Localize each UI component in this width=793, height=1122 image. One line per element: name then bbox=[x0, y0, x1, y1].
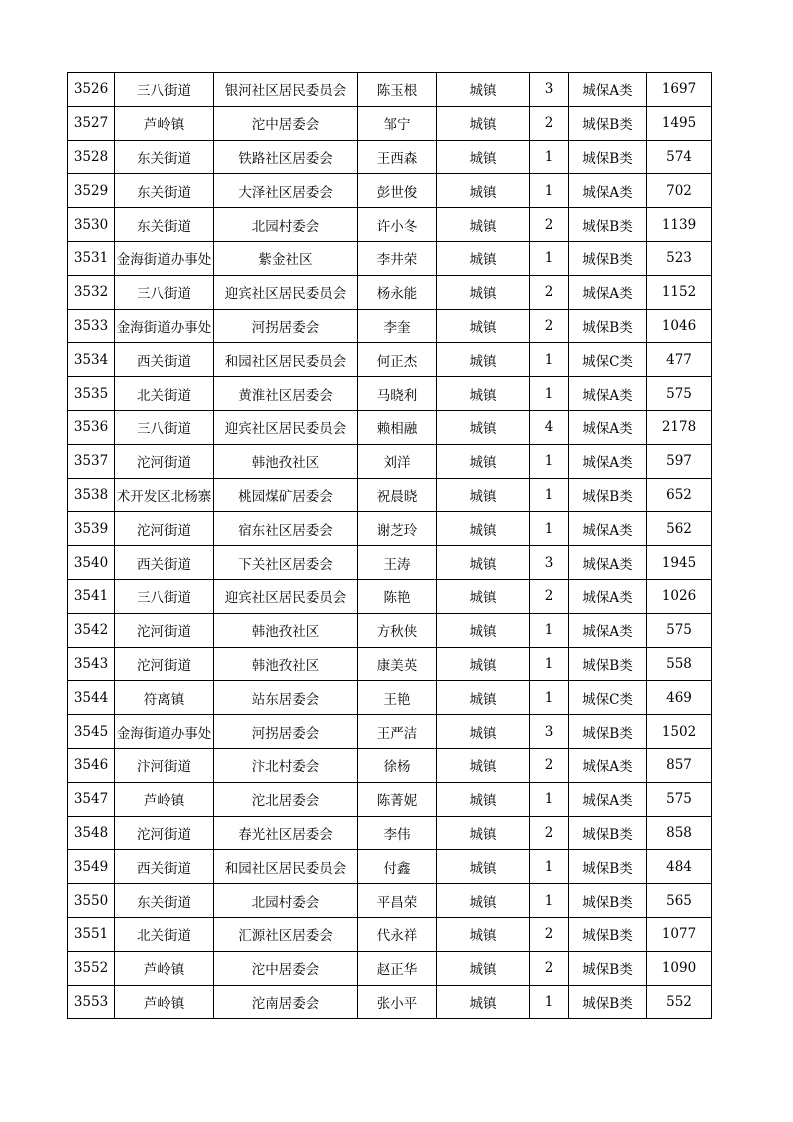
table-row bbox=[68, 579, 712, 613]
table-row bbox=[68, 208, 712, 242]
community-cell: 韩池孜社区 bbox=[214, 647, 358, 681]
street-cell: 西关街道 bbox=[115, 546, 214, 580]
table-row bbox=[68, 816, 712, 850]
record-id-cell: 3548 bbox=[68, 816, 115, 850]
category-cell: 城保B类 bbox=[569, 106, 647, 140]
person-name-cell: 李井荣 bbox=[358, 241, 437, 275]
amount-cell: 477 bbox=[647, 343, 712, 377]
household-count-cell: 1 bbox=[530, 782, 569, 816]
area-type-cell: 城镇 bbox=[437, 917, 530, 951]
category-cell: 城保B类 bbox=[569, 884, 647, 918]
amount-cell: 1495 bbox=[647, 106, 712, 140]
table-row bbox=[68, 985, 712, 1019]
record-id-cell: 3545 bbox=[68, 715, 115, 749]
community-cell: 沱中居委会 bbox=[214, 951, 358, 985]
amount-cell: 484 bbox=[647, 850, 712, 884]
household-count-cell: 4 bbox=[530, 410, 569, 444]
person-name-cell: 彭世俊 bbox=[358, 174, 437, 208]
street-cell: 北关街道 bbox=[115, 917, 214, 951]
community-cell: 宿东社区居委会 bbox=[214, 512, 358, 546]
table-row bbox=[68, 512, 712, 546]
amount-cell: 558 bbox=[647, 647, 712, 681]
area-type-cell: 城镇 bbox=[437, 715, 530, 749]
community-cell: 韩池孜社区 bbox=[214, 444, 358, 478]
record-id-cell: 3532 bbox=[68, 275, 115, 309]
community-cell: 银河社区居民委员会 bbox=[214, 73, 358, 107]
record-id-cell: 3531 bbox=[68, 241, 115, 275]
person-name-cell: 陈艳 bbox=[358, 579, 437, 613]
street-cell: 符离镇 bbox=[115, 681, 214, 715]
area-type-cell: 城镇 bbox=[437, 478, 530, 512]
amount-cell: 575 bbox=[647, 782, 712, 816]
community-cell: 迎宾社区居民委员会 bbox=[214, 275, 358, 309]
amount-cell: 1077 bbox=[647, 917, 712, 951]
area-type-cell: 城镇 bbox=[437, 512, 530, 546]
household-count-cell: 1 bbox=[530, 241, 569, 275]
category-cell: 城保A类 bbox=[569, 613, 647, 647]
table-row bbox=[68, 647, 712, 681]
person-name-cell: 祝晨晓 bbox=[358, 478, 437, 512]
area-type-cell: 城镇 bbox=[437, 174, 530, 208]
amount-cell: 1046 bbox=[647, 309, 712, 343]
person-name-cell: 王严洁 bbox=[358, 715, 437, 749]
record-id-cell: 3549 bbox=[68, 850, 115, 884]
household-count-cell: 1 bbox=[530, 985, 569, 1019]
street-cell: 汴河街道 bbox=[115, 748, 214, 782]
amount-cell: 565 bbox=[647, 884, 712, 918]
person-name-cell: 张小平 bbox=[358, 985, 437, 1019]
street-cell: 三八街道 bbox=[115, 73, 214, 107]
amount-cell: 469 bbox=[647, 681, 712, 715]
record-id-cell: 3527 bbox=[68, 106, 115, 140]
amount-cell: 1152 bbox=[647, 275, 712, 309]
category-cell: 城保B类 bbox=[569, 816, 647, 850]
area-type-cell: 城镇 bbox=[437, 546, 530, 580]
category-cell: 城保A类 bbox=[569, 546, 647, 580]
amount-cell: 1945 bbox=[647, 546, 712, 580]
street-cell: 沱河街道 bbox=[115, 816, 214, 850]
category-cell: 城保B类 bbox=[569, 140, 647, 174]
area-type-cell: 城镇 bbox=[437, 613, 530, 647]
table-row bbox=[68, 73, 712, 107]
area-type-cell: 城镇 bbox=[437, 782, 530, 816]
household-count-cell: 2 bbox=[530, 951, 569, 985]
area-type-cell: 城镇 bbox=[437, 579, 530, 613]
amount-cell: 1026 bbox=[647, 579, 712, 613]
community-cell: 紫金社区 bbox=[214, 241, 358, 275]
table-row bbox=[68, 613, 712, 647]
category-cell: 城保A类 bbox=[569, 782, 647, 816]
community-cell: 汴北村委会 bbox=[214, 748, 358, 782]
household-count-cell: 1 bbox=[530, 444, 569, 478]
community-cell: 河拐居委会 bbox=[214, 715, 358, 749]
table-row bbox=[68, 309, 712, 343]
household-count-cell: 1 bbox=[530, 343, 569, 377]
community-cell: 黄淮社区居委会 bbox=[214, 377, 358, 411]
street-cell: 三八街道 bbox=[115, 275, 214, 309]
record-id-cell: 3533 bbox=[68, 309, 115, 343]
amount-cell: 575 bbox=[647, 613, 712, 647]
household-count-cell: 2 bbox=[530, 748, 569, 782]
amount-cell: 562 bbox=[647, 512, 712, 546]
record-id-cell: 3540 bbox=[68, 546, 115, 580]
street-cell: 东关街道 bbox=[115, 140, 214, 174]
person-name-cell: 李伟 bbox=[358, 816, 437, 850]
table-row bbox=[68, 140, 712, 174]
category-cell: 城保B类 bbox=[569, 647, 647, 681]
person-name-cell: 赵正华 bbox=[358, 951, 437, 985]
table-row bbox=[68, 275, 712, 309]
table-row bbox=[68, 546, 712, 580]
table-row bbox=[68, 410, 712, 444]
record-id-cell: 3544 bbox=[68, 681, 115, 715]
table-row bbox=[68, 782, 712, 816]
record-id-cell: 3550 bbox=[68, 884, 115, 918]
street-cell: 东关街道 bbox=[115, 884, 214, 918]
street-cell: 金海街道办事处 bbox=[115, 309, 214, 343]
category-cell: 城保A类 bbox=[569, 377, 647, 411]
community-cell: 沱中居委会 bbox=[214, 106, 358, 140]
record-id-cell: 3535 bbox=[68, 377, 115, 411]
category-cell: 城保B类 bbox=[569, 715, 647, 749]
person-name-cell: 陈菁妮 bbox=[358, 782, 437, 816]
amount-cell: 1502 bbox=[647, 715, 712, 749]
record-id-cell: 3539 bbox=[68, 512, 115, 546]
amount-cell: 552 bbox=[647, 985, 712, 1019]
area-type-cell: 城镇 bbox=[437, 444, 530, 478]
household-count-cell: 3 bbox=[530, 546, 569, 580]
area-type-cell: 城镇 bbox=[437, 884, 530, 918]
table-row bbox=[68, 343, 712, 377]
household-count-cell: 2 bbox=[530, 917, 569, 951]
area-type-cell: 城镇 bbox=[437, 377, 530, 411]
category-cell: 城保A类 bbox=[569, 410, 647, 444]
person-name-cell: 康美英 bbox=[358, 647, 437, 681]
street-cell: 东关街道 bbox=[115, 174, 214, 208]
household-count-cell: 2 bbox=[530, 579, 569, 613]
amount-cell: 1697 bbox=[647, 73, 712, 107]
community-cell: 春光社区居委会 bbox=[214, 816, 358, 850]
person-name-cell: 徐杨 bbox=[358, 748, 437, 782]
table-row bbox=[68, 106, 712, 140]
record-id-cell: 3542 bbox=[68, 613, 115, 647]
category-cell: 城保B类 bbox=[569, 208, 647, 242]
community-cell: 铁路社区居委会 bbox=[214, 140, 358, 174]
category-cell: 城保A类 bbox=[569, 275, 647, 309]
household-count-cell: 3 bbox=[530, 715, 569, 749]
category-cell: 城保B类 bbox=[569, 850, 647, 884]
area-type-cell: 城镇 bbox=[437, 647, 530, 681]
table-row bbox=[68, 850, 712, 884]
area-type-cell: 城镇 bbox=[437, 985, 530, 1019]
household-count-cell: 2 bbox=[530, 275, 569, 309]
table-row bbox=[68, 748, 712, 782]
table-row bbox=[68, 444, 712, 478]
household-count-cell: 2 bbox=[530, 208, 569, 242]
household-count-cell: 1 bbox=[530, 174, 569, 208]
area-type-cell: 城镇 bbox=[437, 73, 530, 107]
street-cell: 北关街道 bbox=[115, 377, 214, 411]
community-cell: 韩池孜社区 bbox=[214, 613, 358, 647]
table-row bbox=[68, 174, 712, 208]
area-type-cell: 城镇 bbox=[437, 275, 530, 309]
street-cell: 沱河街道 bbox=[115, 613, 214, 647]
category-cell: 城保C类 bbox=[569, 681, 647, 715]
community-cell: 沱北居委会 bbox=[214, 782, 358, 816]
community-cell: 下关社区居委会 bbox=[214, 546, 358, 580]
person-name-cell: 代永祥 bbox=[358, 917, 437, 951]
record-id-cell: 3537 bbox=[68, 444, 115, 478]
street-cell: 西关街道 bbox=[115, 850, 214, 884]
community-cell: 站东居委会 bbox=[214, 681, 358, 715]
area-type-cell: 城镇 bbox=[437, 748, 530, 782]
record-id-cell: 3536 bbox=[68, 410, 115, 444]
category-cell: 城保C类 bbox=[569, 343, 647, 377]
category-cell: 城保B类 bbox=[569, 478, 647, 512]
household-count-cell: 1 bbox=[530, 140, 569, 174]
area-type-cell: 城镇 bbox=[437, 106, 530, 140]
category-cell: 城保B类 bbox=[569, 241, 647, 275]
area-type-cell: 城镇 bbox=[437, 410, 530, 444]
street-cell: 西关街道 bbox=[115, 343, 214, 377]
community-cell: 河拐居委会 bbox=[214, 309, 358, 343]
street-cell: 三八街道 bbox=[115, 579, 214, 613]
street-cell: 沱河街道 bbox=[115, 444, 214, 478]
area-type-cell: 城镇 bbox=[437, 208, 530, 242]
street-cell: 沱河街道 bbox=[115, 512, 214, 546]
record-id-cell: 3546 bbox=[68, 748, 115, 782]
area-type-cell: 城镇 bbox=[437, 309, 530, 343]
table-row bbox=[68, 715, 712, 749]
household-count-cell: 2 bbox=[530, 309, 569, 343]
area-type-cell: 城镇 bbox=[437, 850, 530, 884]
street-cell: 芦岭镇 bbox=[115, 951, 214, 985]
street-cell: 芦岭镇 bbox=[115, 985, 214, 1019]
record-id-cell: 3528 bbox=[68, 140, 115, 174]
person-name-cell: 王涛 bbox=[358, 546, 437, 580]
community-cell: 北园村委会 bbox=[214, 208, 358, 242]
community-cell: 和园社区居民委员会 bbox=[214, 343, 358, 377]
category-cell: 城保B类 bbox=[569, 985, 647, 1019]
person-name-cell: 许小冬 bbox=[358, 208, 437, 242]
category-cell: 城保B类 bbox=[569, 951, 647, 985]
record-id-cell: 3530 bbox=[68, 208, 115, 242]
amount-cell: 857 bbox=[647, 748, 712, 782]
area-type-cell: 城镇 bbox=[437, 140, 530, 174]
person-name-cell: 杨永能 bbox=[358, 275, 437, 309]
amount-cell: 574 bbox=[647, 140, 712, 174]
amount-cell: 1090 bbox=[647, 951, 712, 985]
street-cell: 金海街道办事处 bbox=[115, 715, 214, 749]
category-cell: 城保A类 bbox=[569, 579, 647, 613]
area-type-cell: 城镇 bbox=[437, 241, 530, 275]
table-row bbox=[68, 951, 712, 985]
street-cell: 术开发区北杨寨 bbox=[115, 478, 214, 512]
household-count-cell: 1 bbox=[530, 512, 569, 546]
record-id-cell: 3552 bbox=[68, 951, 115, 985]
person-name-cell: 陈玉根 bbox=[358, 73, 437, 107]
amount-cell: 523 bbox=[647, 241, 712, 275]
household-count-cell: 1 bbox=[530, 478, 569, 512]
person-name-cell: 刘洋 bbox=[358, 444, 437, 478]
record-id-cell: 3541 bbox=[68, 579, 115, 613]
person-name-cell: 何正杰 bbox=[358, 343, 437, 377]
category-cell: 城保B类 bbox=[569, 309, 647, 343]
table-row bbox=[68, 241, 712, 275]
table-row bbox=[68, 917, 712, 951]
household-count-cell: 1 bbox=[530, 850, 569, 884]
category-cell: 城保A类 bbox=[569, 512, 647, 546]
record-id-cell: 3538 bbox=[68, 478, 115, 512]
record-id-cell: 3547 bbox=[68, 782, 115, 816]
record-id-cell: 3534 bbox=[68, 343, 115, 377]
person-name-cell: 谢芝玲 bbox=[358, 512, 437, 546]
person-name-cell: 方秋侠 bbox=[358, 613, 437, 647]
record-id-cell: 3529 bbox=[68, 174, 115, 208]
household-count-cell: 1 bbox=[530, 647, 569, 681]
category-cell: 城保A类 bbox=[569, 174, 647, 208]
community-cell: 迎宾社区居民委员会 bbox=[214, 410, 358, 444]
category-cell: 城保B类 bbox=[569, 917, 647, 951]
person-name-cell: 邹宁 bbox=[358, 106, 437, 140]
amount-cell: 652 bbox=[647, 478, 712, 512]
household-count-cell: 3 bbox=[530, 73, 569, 107]
records-table bbox=[67, 72, 712, 1019]
community-cell: 迎宾社区居民委员会 bbox=[214, 579, 358, 613]
area-type-cell: 城镇 bbox=[437, 816, 530, 850]
street-cell: 芦岭镇 bbox=[115, 782, 214, 816]
person-name-cell: 赖相融 bbox=[358, 410, 437, 444]
area-type-cell: 城镇 bbox=[437, 681, 530, 715]
community-cell: 大泽社区居委会 bbox=[214, 174, 358, 208]
household-count-cell: 2 bbox=[530, 106, 569, 140]
household-count-cell: 1 bbox=[530, 884, 569, 918]
table-body bbox=[68, 73, 712, 1019]
category-cell: 城保A类 bbox=[569, 73, 647, 107]
area-type-cell: 城镇 bbox=[437, 343, 530, 377]
street-cell: 东关街道 bbox=[115, 208, 214, 242]
household-count-cell: 1 bbox=[530, 377, 569, 411]
street-cell: 金海街道办事处 bbox=[115, 241, 214, 275]
amount-cell: 702 bbox=[647, 174, 712, 208]
street-cell: 沱河街道 bbox=[115, 647, 214, 681]
record-id-cell: 3551 bbox=[68, 917, 115, 951]
community-cell: 桃园煤矿居委会 bbox=[214, 478, 358, 512]
person-name-cell: 付鑫 bbox=[358, 850, 437, 884]
record-id-cell: 3553 bbox=[68, 985, 115, 1019]
table-row bbox=[68, 478, 712, 512]
person-name-cell: 平昌荣 bbox=[358, 884, 437, 918]
household-count-cell: 2 bbox=[530, 816, 569, 850]
street-cell: 芦岭镇 bbox=[115, 106, 214, 140]
record-id-cell: 3543 bbox=[68, 647, 115, 681]
amount-cell: 2178 bbox=[647, 410, 712, 444]
record-id-cell: 3526 bbox=[68, 73, 115, 107]
community-cell: 北园村委会 bbox=[214, 884, 358, 918]
community-cell: 和园社区居民委员会 bbox=[214, 850, 358, 884]
table-row bbox=[68, 377, 712, 411]
amount-cell: 1139 bbox=[647, 208, 712, 242]
area-type-cell: 城镇 bbox=[437, 951, 530, 985]
person-name-cell: 李奎 bbox=[358, 309, 437, 343]
person-name-cell: 王西森 bbox=[358, 140, 437, 174]
household-count-cell: 1 bbox=[530, 613, 569, 647]
amount-cell: 597 bbox=[647, 444, 712, 478]
street-cell: 三八街道 bbox=[115, 410, 214, 444]
category-cell: 城保A类 bbox=[569, 748, 647, 782]
community-cell: 汇源社区居委会 bbox=[214, 917, 358, 951]
table-row bbox=[68, 681, 712, 715]
person-name-cell: 王艳 bbox=[358, 681, 437, 715]
table-row bbox=[68, 884, 712, 918]
household-count-cell: 1 bbox=[530, 681, 569, 715]
amount-cell: 858 bbox=[647, 816, 712, 850]
amount-cell: 575 bbox=[647, 377, 712, 411]
person-name-cell: 马晓利 bbox=[358, 377, 437, 411]
community-cell: 沱南居委会 bbox=[214, 985, 358, 1019]
category-cell: 城保A类 bbox=[569, 444, 647, 478]
